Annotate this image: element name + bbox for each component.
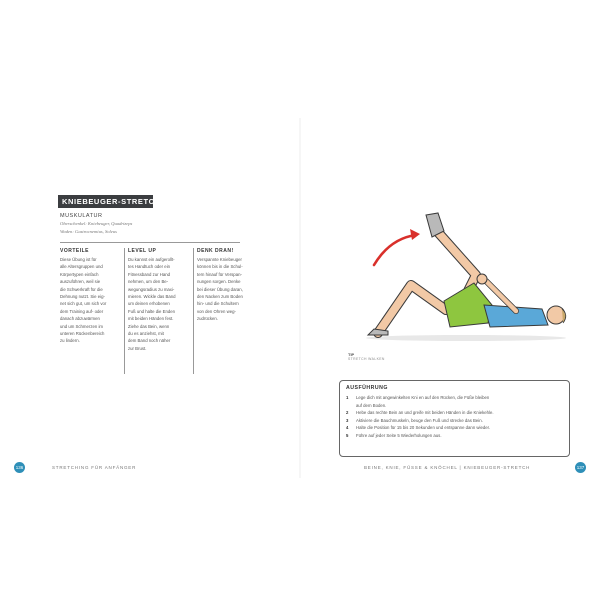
step-number: 2 — [346, 410, 349, 416]
tip-text: STRETCH WALKEN — [348, 357, 385, 361]
execution-step — [346, 417, 563, 425]
step-number: 3 — [346, 417, 349, 423]
musculature-primary: Oberschenkel: Kniebeuger, Quadrizeps — [60, 221, 133, 226]
execution-step — [346, 409, 563, 417]
hands — [477, 274, 487, 284]
column-divider — [193, 248, 194, 374]
musculature-heading: MUSKULATUR — [60, 213, 103, 219]
remember-text: Verspannte Kniebeuger können bis in die Schul- tern hinauf für Verspan- nungen sorgen. Denke bei dieser Übung daran, den Nacken zum Boden hin- und die Schultern von den Ohren weg- zudrücken. — [197, 257, 243, 322]
execution-step — [346, 424, 563, 432]
benefits-column — [60, 248, 120, 345]
tip-caption — [348, 352, 385, 361]
level-up-heading: LEVEL UP — [128, 248, 157, 254]
page-number-right: 137 — [575, 462, 586, 473]
step-text: Aktiviere die Bauchmuskeln, beuge den Fuß und strecke das Bein. — [356, 417, 483, 423]
page-number-left: 136 — [14, 462, 25, 473]
step-text: Führe auf jeder Seite 5 Wiederholungen aus. — [356, 432, 442, 438]
step-text: Halte die Position für 15 bis 20 Sekunden und entspanne dann wieder. — [356, 425, 491, 431]
benefits-heading: VORTEILE — [60, 248, 90, 254]
remember-heading: DENK DRAN! — [197, 248, 234, 254]
execution-box — [339, 380, 570, 457]
running-head-left: STRETCHING FÜR ANFÄNGER — [52, 465, 137, 470]
section-divider — [60, 242, 240, 243]
step-number: 4 — [346, 425, 349, 431]
running-head-right: BEINE, KNIE, FÜSSE & KNÖCHEL | KNIEBEUGER-STRETCH — [364, 465, 531, 470]
bent-leg-outline — [378, 285, 446, 333]
step-number: 5 — [346, 432, 349, 438]
remember-column — [197, 248, 257, 323]
right-page — [300, 0, 600, 600]
exercise-illustration — [316, 205, 588, 355]
tip-label: TIP — [348, 352, 355, 357]
benefits-text: Diese Übung ist für alle Altersgruppen und Körpertypen einfach auszuführen, weil sie die Schwerkraft für die Dehnung nutzt. Sie eig- net sich gut, um sich vor dem Training auf- oder danach abzuwärmen und um Schmerzen im unteren Rückenbereich zu lindern. — [60, 257, 107, 344]
head — [547, 306, 565, 324]
step-text: Lege dich mit angewinkelten Kni en auf den Rücken, die Füße bleiben auf dem Boden. — [356, 395, 490, 408]
floor-shadow — [366, 335, 566, 341]
execution-step — [346, 394, 563, 409]
level-up-column — [128, 248, 188, 352]
level-up-text: Du kannst ein aufgerollt- tes Handtuch oder ein Fitnessband zur Hand nehmen, um den Be- wegungsradius zu maxi- mieren. Wickle das Band um deinen erhobenen Fuß und halte die Enden mit beiden Händen fest. Ziehe das Bein, wenn du es anziehst, mit dem Band noch näher zur Brust. — [128, 257, 176, 351]
motion-arrow — [374, 235, 416, 265]
motion-arrowhead — [410, 229, 420, 240]
step-text: Hebe das rechte Bein an und greife mit beiden Händen in die Kniekehle. — [356, 410, 494, 416]
musculature-secondary: Waden: Gastrocnemius, Soleus — [60, 229, 117, 234]
execution-step — [346, 432, 563, 440]
execution-heading: AUSFÜHRUNG — [346, 385, 388, 391]
exercise-title: KNIEBEUGER-STRETCH — [58, 195, 153, 208]
step-number: 1 — [346, 395, 349, 400]
column-divider — [124, 248, 125, 374]
